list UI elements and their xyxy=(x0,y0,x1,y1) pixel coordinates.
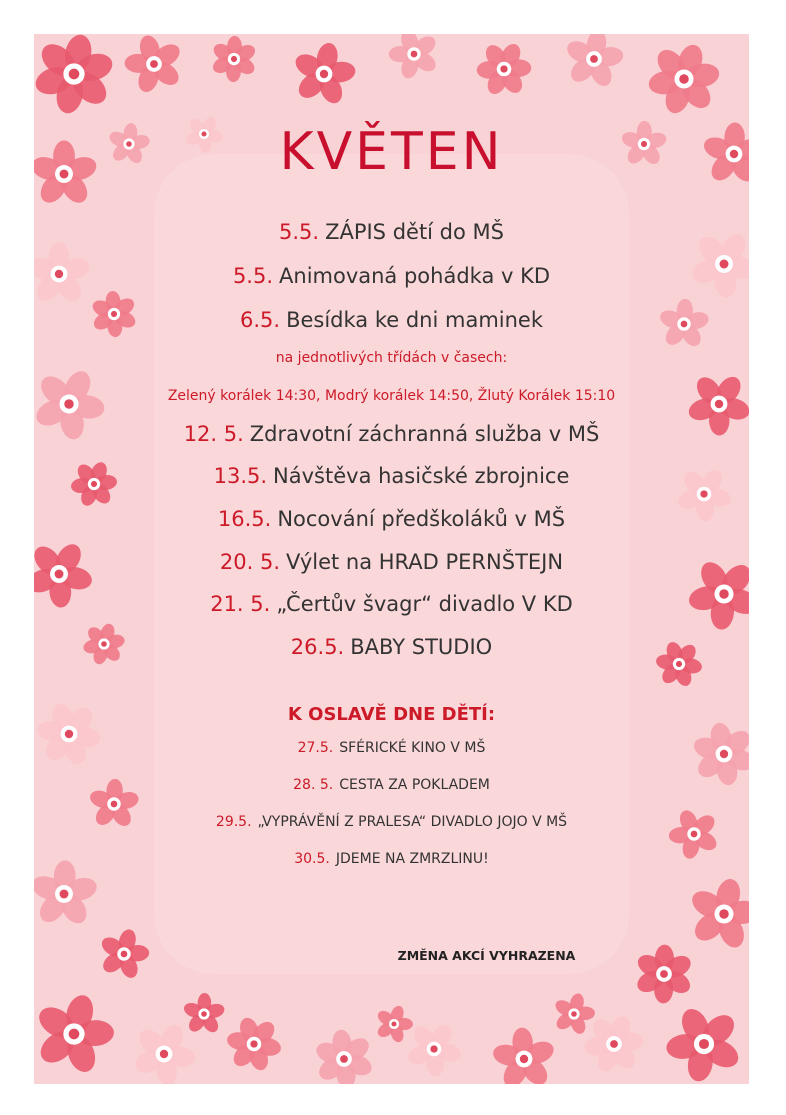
event-item xyxy=(34,220,749,244)
event-date: 21. 5. xyxy=(210,592,271,616)
childrens-day-item xyxy=(34,814,749,830)
event-date: 30.5. xyxy=(294,851,330,867)
footer-note: ZMĚNA AKCÍ VYHRAZENA xyxy=(397,948,576,963)
event-item xyxy=(34,422,749,446)
childrens-day-heading: K OSLAVĚ DNE DĚTÍ: xyxy=(287,704,496,725)
event-item xyxy=(34,635,749,659)
event-text: Výlet na HRAD PERNŠTEJN xyxy=(286,550,564,574)
event-item xyxy=(34,550,749,574)
event-item xyxy=(34,308,749,332)
event-date: 13.5. xyxy=(213,464,268,488)
event-text: Návštěva hasičské zbrojnice xyxy=(273,464,570,488)
event-date: 28. 5. xyxy=(293,777,334,793)
event-item xyxy=(34,264,749,288)
childrens-day-item xyxy=(34,777,749,793)
poster xyxy=(34,34,749,1084)
event-text: CESTA ZA POKLADEM xyxy=(339,777,490,793)
event-text: „VYPRÁVĚNÍ Z PRALESA“ DIVADLO JOJO V MŠ xyxy=(257,814,568,830)
event-text: Animovaná pohádka v KD xyxy=(279,264,551,288)
event-text: Nocování předškoláků v MŠ xyxy=(277,507,566,531)
event-item xyxy=(34,464,749,488)
besidka-note-line2: Zelený korálek 14:30, Modrý korálek 14:50, Žlutý Korálek 15:10 xyxy=(167,388,616,404)
page-title: KVĚTEN xyxy=(279,122,504,182)
childrens-day-item xyxy=(34,851,749,867)
event-text: JDEME NA ZMRZLINU! xyxy=(335,851,489,867)
event-text: SFÉRICKÉ KINO V MŠ xyxy=(339,740,486,756)
poster-content xyxy=(34,34,749,1084)
childrens-day-item xyxy=(34,740,749,756)
event-date: 29.5. xyxy=(215,814,252,830)
event-text: Zdravotní záchranná služba v MŠ xyxy=(249,422,600,446)
event-date: 6.5. xyxy=(239,308,281,332)
event-date: 20. 5. xyxy=(219,550,281,574)
event-text: Besídka ke dni maminek xyxy=(286,308,543,332)
event-date: 12. 5. xyxy=(183,422,244,446)
event-date: 26.5. xyxy=(290,635,345,659)
event-date: 5.5. xyxy=(279,220,320,244)
event-text: ZÁPIS dětí do MŠ xyxy=(325,220,504,244)
besidka-note-line1: na jednotlivých třídách v časech: xyxy=(275,350,508,366)
event-text: BABY STUDIO xyxy=(350,635,493,659)
event-date: 16.5. xyxy=(217,507,272,531)
event-date: 27.5. xyxy=(297,740,334,756)
event-date: 5.5. xyxy=(232,264,274,288)
event-item xyxy=(34,507,749,531)
event-text: „Čertův švagr“ divadlo V KD xyxy=(276,592,573,616)
event-item xyxy=(34,592,749,616)
